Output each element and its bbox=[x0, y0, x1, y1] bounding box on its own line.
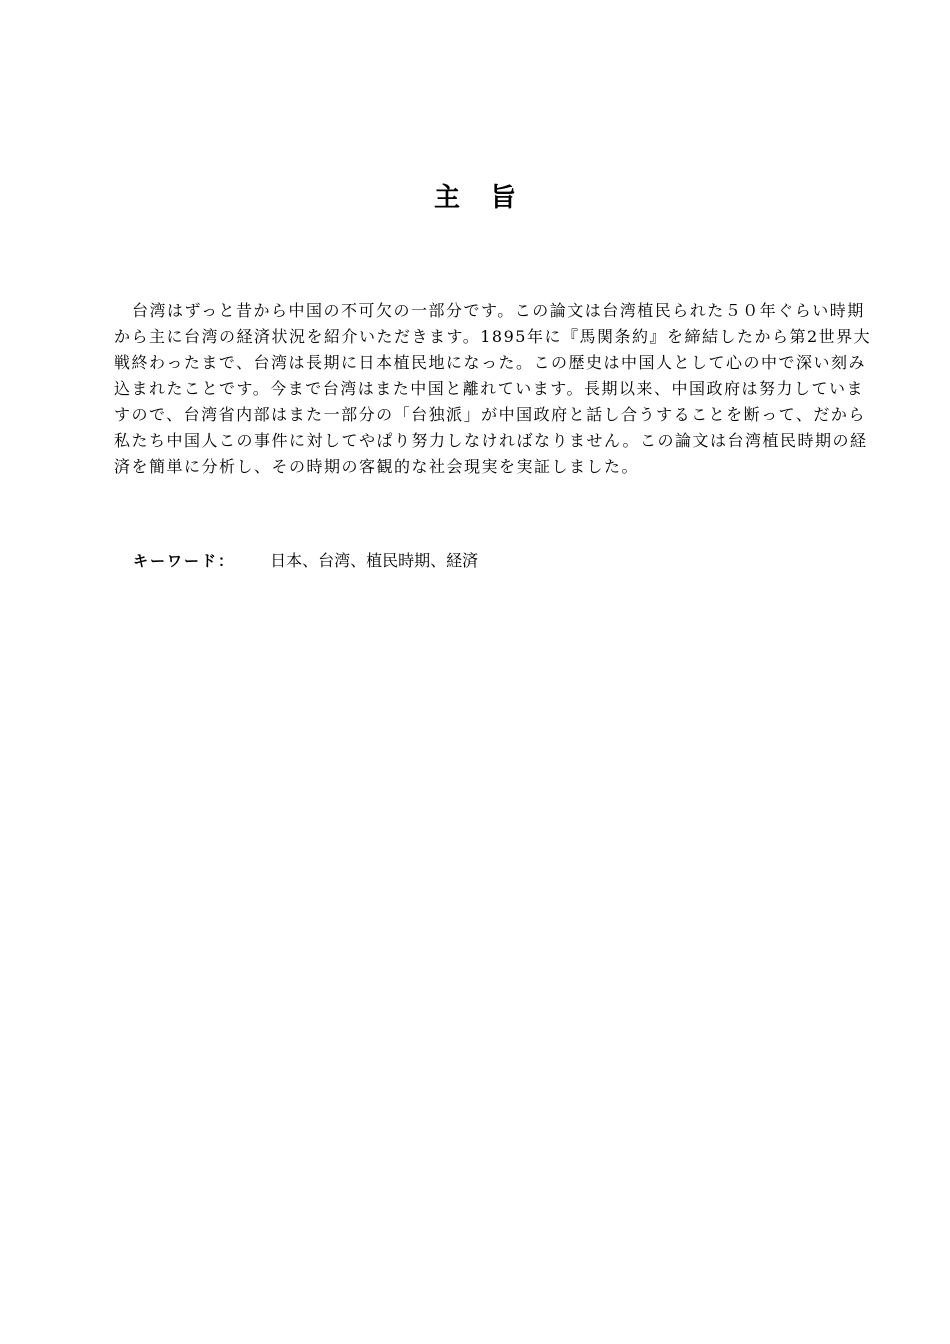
keywords-line bbox=[133, 548, 478, 574]
keywords-label: キーワード： bbox=[133, 552, 236, 570]
abstract-paragraph: 台湾はずっと昔から中国の不可欠の一部分です。この論文は台湾植民られた５０年ぐらい時期から主に台湾の経済状況を紹介いただきます。1895年に『馬関条約』を締結したから第2世界大戦終わったまで、台湾は長期に日本植民地になった。この歴史は中国人として心の中で深い刻み込まれたことです。今まで台湾はまた中国と離れています。長期以来、中国政府は努力していますので、台湾省内部はまた一部分の「台独派」が中国政府と話し合うすることを断って、だから私たち中国人この事件に対してやぱり努力しなければなりません。この論文は台湾植民時期の経済を簡単に分析し、その時期の客観的な社会現実を実証しました。 bbox=[114, 301, 872, 476]
keywords-values: 日本、台湾、植民時期、経済 bbox=[270, 551, 479, 570]
page-title: 主旨 bbox=[433, 183, 546, 213]
